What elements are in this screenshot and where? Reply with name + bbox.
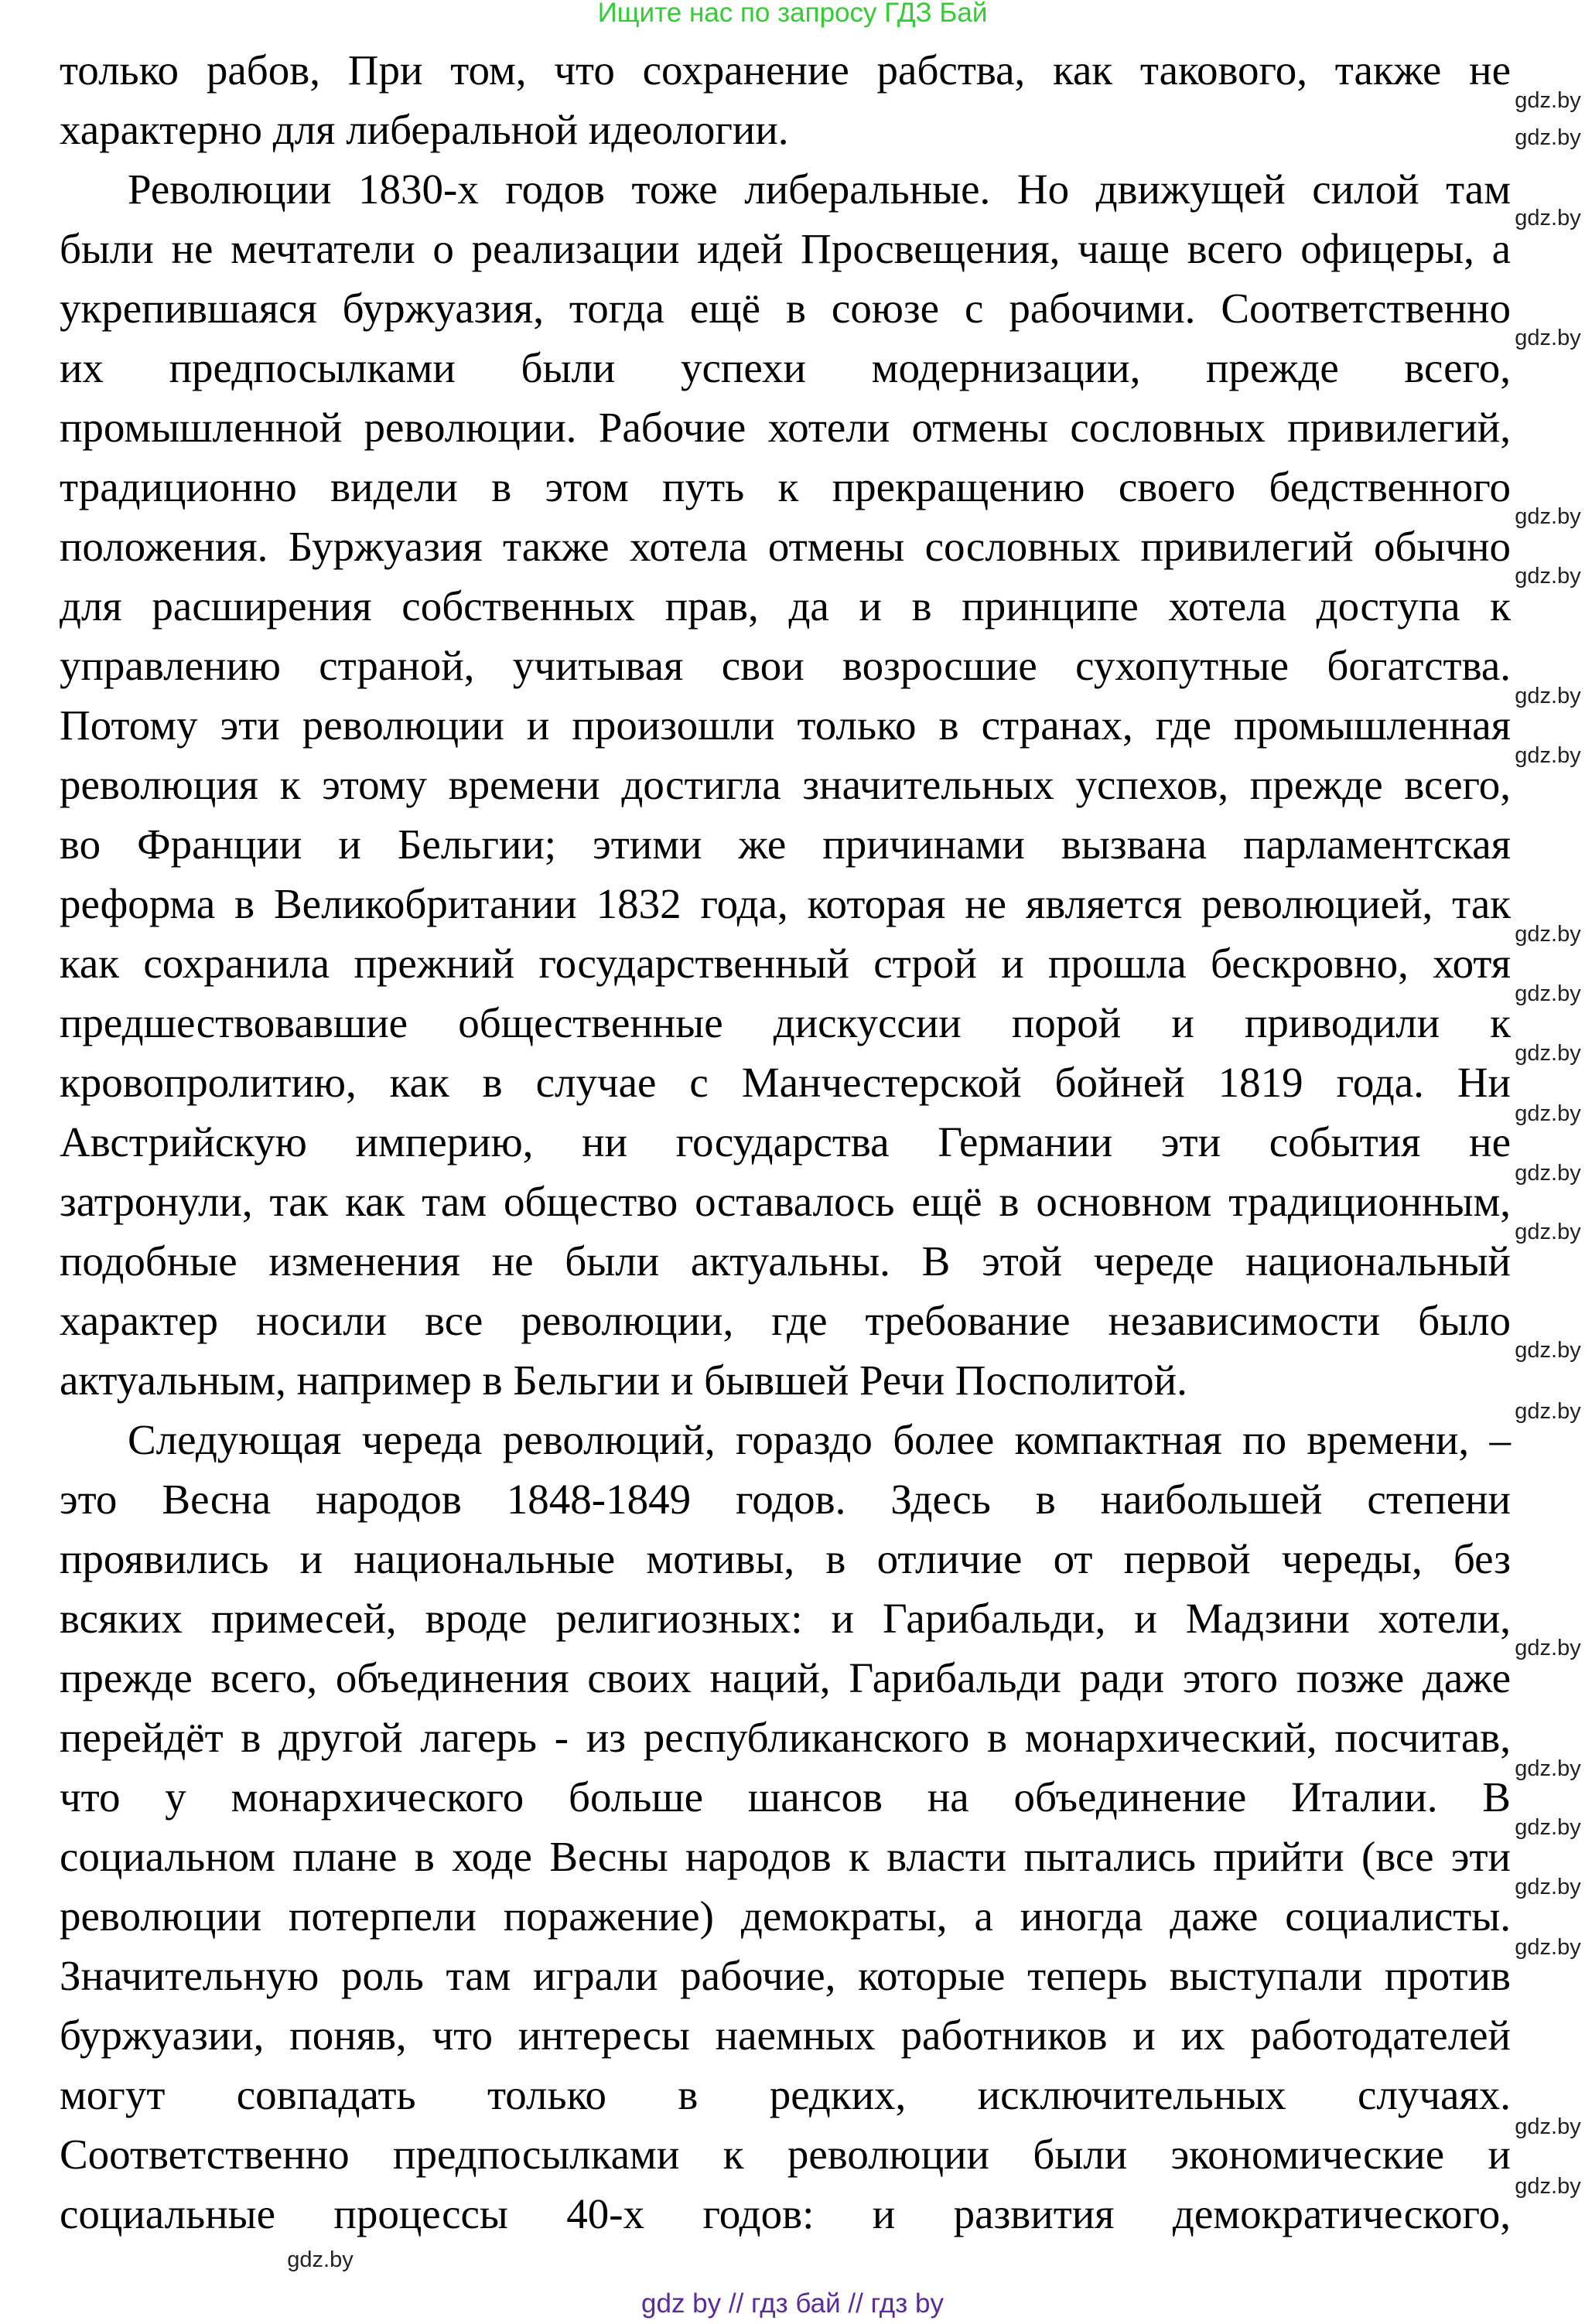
watermark: gdz.by [1515, 981, 1581, 1006]
watermark: gdz.by [1515, 1399, 1581, 1424]
text-line: характерно для либеральной идеологии. [60, 106, 789, 153]
watermark: gdz.by [1515, 504, 1581, 529]
text-line: перейдёт в другой лагерь - из республиканского в монархический, посчитав, [60, 1714, 1511, 1761]
text-line: традиционно видели в этом путь к прекращению своего бедственного [60, 463, 1511, 510]
watermark: gdz.by [1515, 743, 1581, 768]
document-body [60, 40, 1511, 2244]
text-line: социальные процессы 40-х годов: и развития демократического, [60, 2190, 1511, 2237]
watermark: gdz.by [1515, 326, 1581, 350]
text-line: социальном плане в ходе Весны народов к власти пытались прийти (все эти [60, 1833, 1511, 1880]
watermark: gdz.by [1515, 1161, 1581, 1186]
paragraph [60, 1410, 1511, 2244]
text-line: управлению страной, учитывая свои возросшие сухопутные богатства. [60, 642, 1511, 689]
watermark: gdz.by [1515, 1815, 1581, 1840]
paragraph [60, 159, 1511, 1410]
watermark: gdz.by [1515, 1338, 1581, 1363]
watermark: gdz.by [1515, 2114, 1581, 2139]
paragraph [60, 40, 1511, 159]
watermark: gdz.by [1515, 206, 1581, 230]
text-line: как сохранила прежний государственный строй и прошла бескровно, хотя [60, 940, 1511, 987]
text-line: Революции 1830-х годов тоже либеральные. Но движущей силой там [128, 166, 1511, 213]
watermark: gdz.by [1515, 1101, 1581, 1126]
watermark: gdz.by [1515, 1220, 1581, 1244]
watermark: gdz.by [1515, 1875, 1581, 1899]
watermark: gdz.by [1515, 1636, 1581, 1660]
text-line: положения. Буржуазия также хотела отмены сословных привилегий обычно [60, 523, 1511, 570]
text-line: буржуазии, поняв, что интересы наемных работников и их работодателей [60, 2012, 1511, 2059]
watermark-footer: gdz by // гдз бай // гдз by [641, 2288, 944, 2319]
text-line: кровопролитию, как в случае с Манчестерской бойней 1819 года. Ни [60, 1059, 1511, 1106]
text-line: могут совпадать только в редких, исключительных случаях. [60, 2071, 1511, 2118]
text-line: Соответственно предпосылками к революции были экономические и [60, 2131, 1511, 2178]
text-line: предшествовавшие общественные дискуссии порой и приводили к [60, 999, 1511, 1046]
watermark: gdz.by [287, 2247, 354, 2272]
text-line: для расширения собственных прав, да и в принципе хотела доступа к [60, 582, 1511, 630]
text-line: Следующая череда революций, гораздо более компактная по времени, – [128, 1416, 1511, 1463]
text-line: укрепившаяся буржуазия, тогда ещё в союзе с рабочими. Соответственно [60, 285, 1511, 332]
text-line: прежде всего, объединения своих наций, Гарибальди ради этого позже даже [60, 1654, 1511, 1701]
watermark: gdz.by [1515, 2174, 1581, 2199]
text-line: революции потерпели поражение) демократы, а иногда даже социалисты. [60, 1892, 1511, 1940]
text-line: актуальным, например в Бельгии и бывшей Речи Посполитой. [60, 1357, 1187, 1404]
watermark: gdz.by [1515, 88, 1581, 113]
text-line: во Франции и Бельгии; этими же причинами вызвана парламентская [60, 821, 1511, 868]
text-line: Значительную роль там играли рабочие, которые теперь выступали против [60, 1952, 1511, 1999]
text-line: промышленной революции. Рабочие хотели отмены сословных привилегий, [60, 404, 1511, 451]
text-line: революция к этому времени достигла значительных успехов, прежде всего, [60, 761, 1511, 808]
watermark: gdz.by [1515, 1935, 1581, 1960]
text-line: подобные изменения не были актуальны. В этой череде национальный [60, 1237, 1511, 1285]
text-line: проявились и национальные мотивы, в отличие от первой череды, без [60, 1535, 1511, 1582]
text-line: Австрийскую империю, ни государства Германии эти события не [60, 1118, 1511, 1165]
watermark: gdz.by [1515, 125, 1581, 150]
text-line: были не мечтатели о реализации идей Просвещения, чаще всего офицеры, а [60, 225, 1511, 272]
text-line: всяких примесей, вроде религиозных: и Гарибальди, и Мадзини хотели, [60, 1595, 1511, 1642]
text-line: это Весна народов 1848-1849 годов. Здесь в наибольшей степени [60, 1476, 1511, 1523]
text-line: только рабов, При том, что сохранение рабства, как такового, также не [60, 46, 1511, 94]
text-line: реформа в Великобритании 1832 года, которая не является революцией, так [60, 880, 1511, 927]
watermark: gdz.by [1515, 1041, 1581, 1066]
watermark: gdz.by [1515, 922, 1581, 947]
text-line: Потому эти революции и произошли только в странах, где промышленная [60, 701, 1511, 749]
watermark-header: Ищите нас по запросу ГДЗ Бай [597, 0, 988, 28]
watermark: gdz.by [1515, 1756, 1581, 1781]
text-line: затронули, так как там общество оставалось ещё в основном традиционным, [60, 1178, 1511, 1225]
text-line: характер носили все революции, где требование независимости было [60, 1297, 1511, 1344]
watermark: gdz.by [1515, 564, 1581, 589]
watermark: gdz.by [1515, 684, 1581, 708]
text-line: их предпосылками были успехи модернизации, прежде всего, [60, 344, 1511, 391]
text-line: что у монархического больше шансов на объединение Италии. В [60, 1773, 1511, 1821]
